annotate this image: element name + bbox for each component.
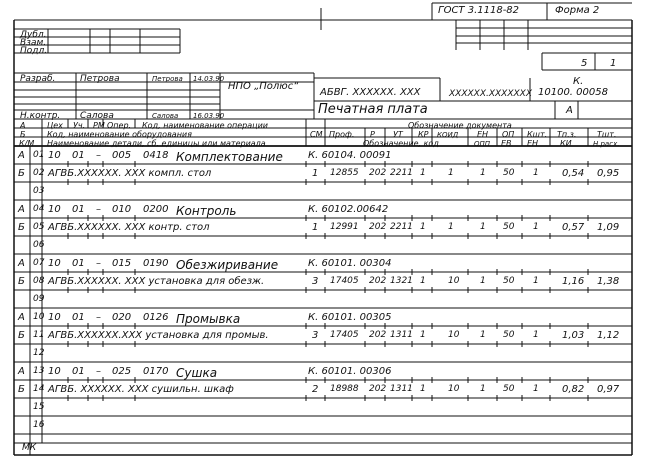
hdr-prof: Проф.	[329, 130, 355, 139]
row-operation-number: 020	[112, 312, 132, 323]
hdr-nrash: Н.расх.	[593, 140, 620, 148]
footer-mk: МК	[22, 443, 37, 453]
row-sm: 2	[312, 384, 319, 395]
hdr-document: Обозначение документа	[408, 121, 512, 130]
hdr-oper: Опер.	[107, 121, 132, 130]
row-op: 50	[503, 276, 515, 286]
hdr-tpz: Тп.з.	[557, 130, 577, 139]
hdr-shop: Цех	[47, 121, 63, 130]
row-sm: 3	[312, 330, 319, 341]
hdr-tsht: Тшт.	[597, 130, 617, 139]
row-operation-name: Сушка	[176, 366, 218, 380]
hdr-op: ОП	[502, 130, 515, 139]
hdr-km: К/М	[19, 139, 35, 148]
row-profession: 17405	[330, 276, 359, 286]
row-koid: 10	[448, 330, 460, 340]
row-number: 13	[33, 366, 45, 376]
sheet-number: 5	[581, 58, 588, 69]
row-workplace: –	[96, 258, 101, 269]
row-number: 15	[33, 402, 45, 412]
form-label: Форма 2	[555, 5, 600, 16]
row-ut: 2211	[390, 222, 413, 232]
row-op: 50	[503, 384, 515, 394]
row-operation-number: 005	[112, 150, 132, 161]
row-number: 02	[33, 168, 45, 178]
row-number: 08	[33, 276, 45, 286]
row-mark: Б	[18, 384, 25, 395]
hdr-part-name: Наименование детали, сб. единицы или материала	[47, 139, 266, 148]
row-mark: Б	[18, 168, 25, 179]
hdr-ut: УТ	[393, 130, 403, 139]
sign-name-control: Салова	[80, 111, 114, 121]
row-tsht: 1,38	[597, 276, 620, 287]
row-op: 50	[503, 168, 515, 178]
row-number: 01	[33, 150, 45, 160]
row-number: 05	[33, 222, 45, 232]
row-shop: 10	[48, 312, 61, 323]
row-kr: 1	[420, 330, 426, 340]
row-document: К. 60101. 00304	[308, 258, 392, 269]
row-tsht: 1,12	[597, 330, 620, 341]
row-operation-code: 0200	[143, 204, 169, 215]
row-mark: А	[18, 204, 25, 215]
row-shop: 10	[48, 258, 61, 269]
row-koid: 1	[448, 168, 454, 178]
row-workplace: –	[96, 204, 101, 215]
row-mark: А	[18, 312, 25, 323]
row-en: 1	[480, 384, 486, 394]
row-profession: 17405	[330, 330, 359, 340]
hdr-sm: СМ	[310, 130, 323, 139]
row-operation-name: Обезжиривание	[176, 258, 279, 272]
sign-role-control: Н.контр.	[20, 111, 61, 121]
row-shop: 10	[48, 204, 61, 215]
k-code: 10100. 00058	[538, 87, 608, 98]
row-kst: 1	[533, 276, 539, 286]
hdr-operation-name: Код, наименование операции	[142, 121, 268, 130]
row-category: 202	[369, 384, 387, 394]
row-en: 1	[480, 276, 486, 286]
row-tpz: 1,03	[562, 330, 585, 341]
row-kst: 1	[533, 384, 539, 394]
hdr-rm: РМ	[93, 121, 105, 130]
row-equipment: АГВБ.ХХХХХХ. ХХХ контр. стол	[48, 222, 210, 233]
row-operation-code: 0126	[143, 312, 169, 323]
row-number: 03	[33, 186, 45, 196]
sign-signature-developer: Петрова	[152, 75, 183, 83]
row-shop: 10	[48, 366, 61, 377]
row-category: 202	[369, 168, 387, 178]
row-mark: Б	[18, 330, 25, 341]
row-mark: А	[18, 150, 25, 161]
document-code-2: ХХХХХХ.ХХХХХХХ	[449, 89, 533, 99]
hdr-kst: Кшт.	[527, 130, 548, 139]
stub-podl: Подл.	[20, 46, 48, 56]
row-category: 202	[369, 330, 387, 340]
k-label: К.	[573, 76, 584, 87]
stub-vzam: Взам.	[20, 38, 47, 48]
row-sm: 1	[312, 222, 319, 233]
row-document: К. 60104. 00091	[308, 150, 392, 161]
row-section: 01	[72, 312, 85, 323]
row-koid: 10	[448, 276, 460, 286]
row-equipment: АГВБ. ХХХХХХ. ХХХ сушильн. шкаф	[48, 384, 234, 395]
hdr-en: ЕН	[477, 130, 489, 139]
hdr-en2: ЕН	[527, 139, 539, 148]
row-shop: 10	[48, 150, 61, 161]
row-operation-number: 015	[112, 258, 132, 269]
row-koid: 1	[448, 222, 454, 232]
row-en: 1	[480, 330, 486, 340]
row-section: 01	[72, 150, 85, 161]
row-operation-name: Контроль	[176, 204, 237, 218]
row-workplace: –	[96, 150, 101, 161]
row-ut: 1311	[390, 330, 413, 340]
row-mark: Б	[18, 222, 25, 233]
document-title: Печатная плата	[318, 102, 428, 117]
row-workplace: –	[96, 312, 101, 323]
row-en: 1	[480, 168, 486, 178]
row-operation-name: Комплектование	[176, 150, 283, 164]
sign-role-developer: Разраб.	[20, 74, 56, 84]
row-number: 04	[33, 204, 45, 214]
sign-date-developer: 14.03.90	[193, 75, 225, 83]
row-kr: 1	[420, 168, 426, 178]
row-operation-code: 0418	[143, 150, 169, 161]
stub-dubl: Дубл.	[20, 30, 47, 40]
row-sm: 1	[312, 168, 319, 179]
row-kr: 1	[420, 276, 426, 286]
row-kr: 1	[420, 222, 426, 232]
row-profession: 18988	[330, 384, 359, 394]
row-tsht: 1,09	[597, 222, 620, 233]
row-category: 202	[369, 276, 387, 286]
row-tpz: 0,57	[562, 222, 585, 233]
row-section: 01	[72, 258, 85, 269]
row-tsht: 0,95	[597, 168, 620, 179]
row-kst: 1	[533, 168, 539, 178]
row-en: 1	[480, 222, 486, 232]
row-op: 50	[503, 330, 515, 340]
row-number: 14	[33, 384, 45, 394]
row-tpz: 0,82	[562, 384, 585, 395]
row-tpz: 0,54	[562, 168, 585, 179]
sign-name-developer: Петрова	[80, 74, 120, 84]
gost-label: ГОСТ 3.1118-82	[438, 5, 520, 16]
row-mark: А	[18, 258, 25, 269]
row-section: 01	[72, 366, 85, 377]
document-code: АБВГ. ХХХХХХ. ХХХ	[320, 87, 421, 98]
document-letter: А	[566, 105, 573, 116]
row-kst: 1	[533, 330, 539, 340]
hdr-r: Р	[370, 130, 375, 139]
row-document: К. 60101. 00306	[308, 366, 392, 377]
row-operation-number: 025	[112, 366, 132, 377]
row-koid: 10	[448, 384, 460, 394]
row-number: 12	[33, 348, 45, 358]
row-operation-code: 0170	[143, 366, 169, 377]
hdr-a: А	[20, 121, 26, 130]
row-tsht: 0,97	[597, 384, 620, 395]
hdr-opp: ОПП	[474, 140, 491, 148]
row-operation-name: Промывка	[176, 312, 241, 326]
row-tpz: 1,16	[562, 276, 585, 287]
sign-signature-control: Салова	[152, 112, 179, 120]
row-sm: 3	[312, 276, 319, 287]
row-workplace: –	[96, 366, 101, 377]
row-profession: 12855	[330, 168, 359, 178]
row-ut: 1311	[390, 384, 413, 394]
sign-date-control: 16.03.90	[193, 112, 225, 120]
hdr-equipment: Код, наименование оборудования	[47, 130, 192, 139]
row-mark: А	[18, 366, 25, 377]
company-name: НПО „Полюс“	[228, 81, 299, 92]
sheets-total: 1	[610, 58, 617, 69]
row-number: 11	[33, 330, 45, 340]
row-op: 50	[503, 222, 515, 232]
row-document: К. 60102.00642	[308, 204, 389, 215]
row-kst: 1	[533, 222, 539, 232]
hdr-doc-code: Обозначение, код	[363, 139, 439, 148]
hdr-koid: КОИД	[437, 131, 459, 139]
hdr-uch: Уч.	[73, 121, 86, 130]
row-ut: 1321	[390, 276, 413, 286]
row-section: 01	[72, 204, 85, 215]
row-number: 07	[33, 258, 45, 268]
hdr-ki: КИ	[560, 139, 572, 148]
row-document: К. 60101. 00305	[308, 312, 392, 323]
row-number: 06	[33, 240, 45, 250]
row-operation-number: 010	[112, 204, 132, 215]
hdr-b: Б	[20, 130, 26, 139]
row-ut: 2211	[390, 168, 413, 178]
row-profession: 12991	[330, 222, 359, 232]
row-equipment: АГВБ.ХХХХХХ. ХХХ установка для обезж.	[48, 276, 265, 287]
row-number: 09	[33, 294, 45, 304]
row-equipment: АГВБ.ХХХХХХ.ХХХ установка для промыв.	[48, 330, 269, 341]
row-category: 202	[369, 222, 387, 232]
row-equipment: АГВБ.ХХХХХХ. ХХХ компл. стол	[48, 168, 212, 179]
row-mark: Б	[18, 276, 25, 287]
hdr-kr: КР	[418, 130, 429, 139]
row-number: 10	[33, 312, 45, 322]
hdr-ev: ЕВ	[501, 139, 512, 148]
row-number: 16	[33, 420, 45, 430]
row-operation-code: 0190	[143, 258, 169, 269]
row-kr: 1	[420, 384, 426, 394]
